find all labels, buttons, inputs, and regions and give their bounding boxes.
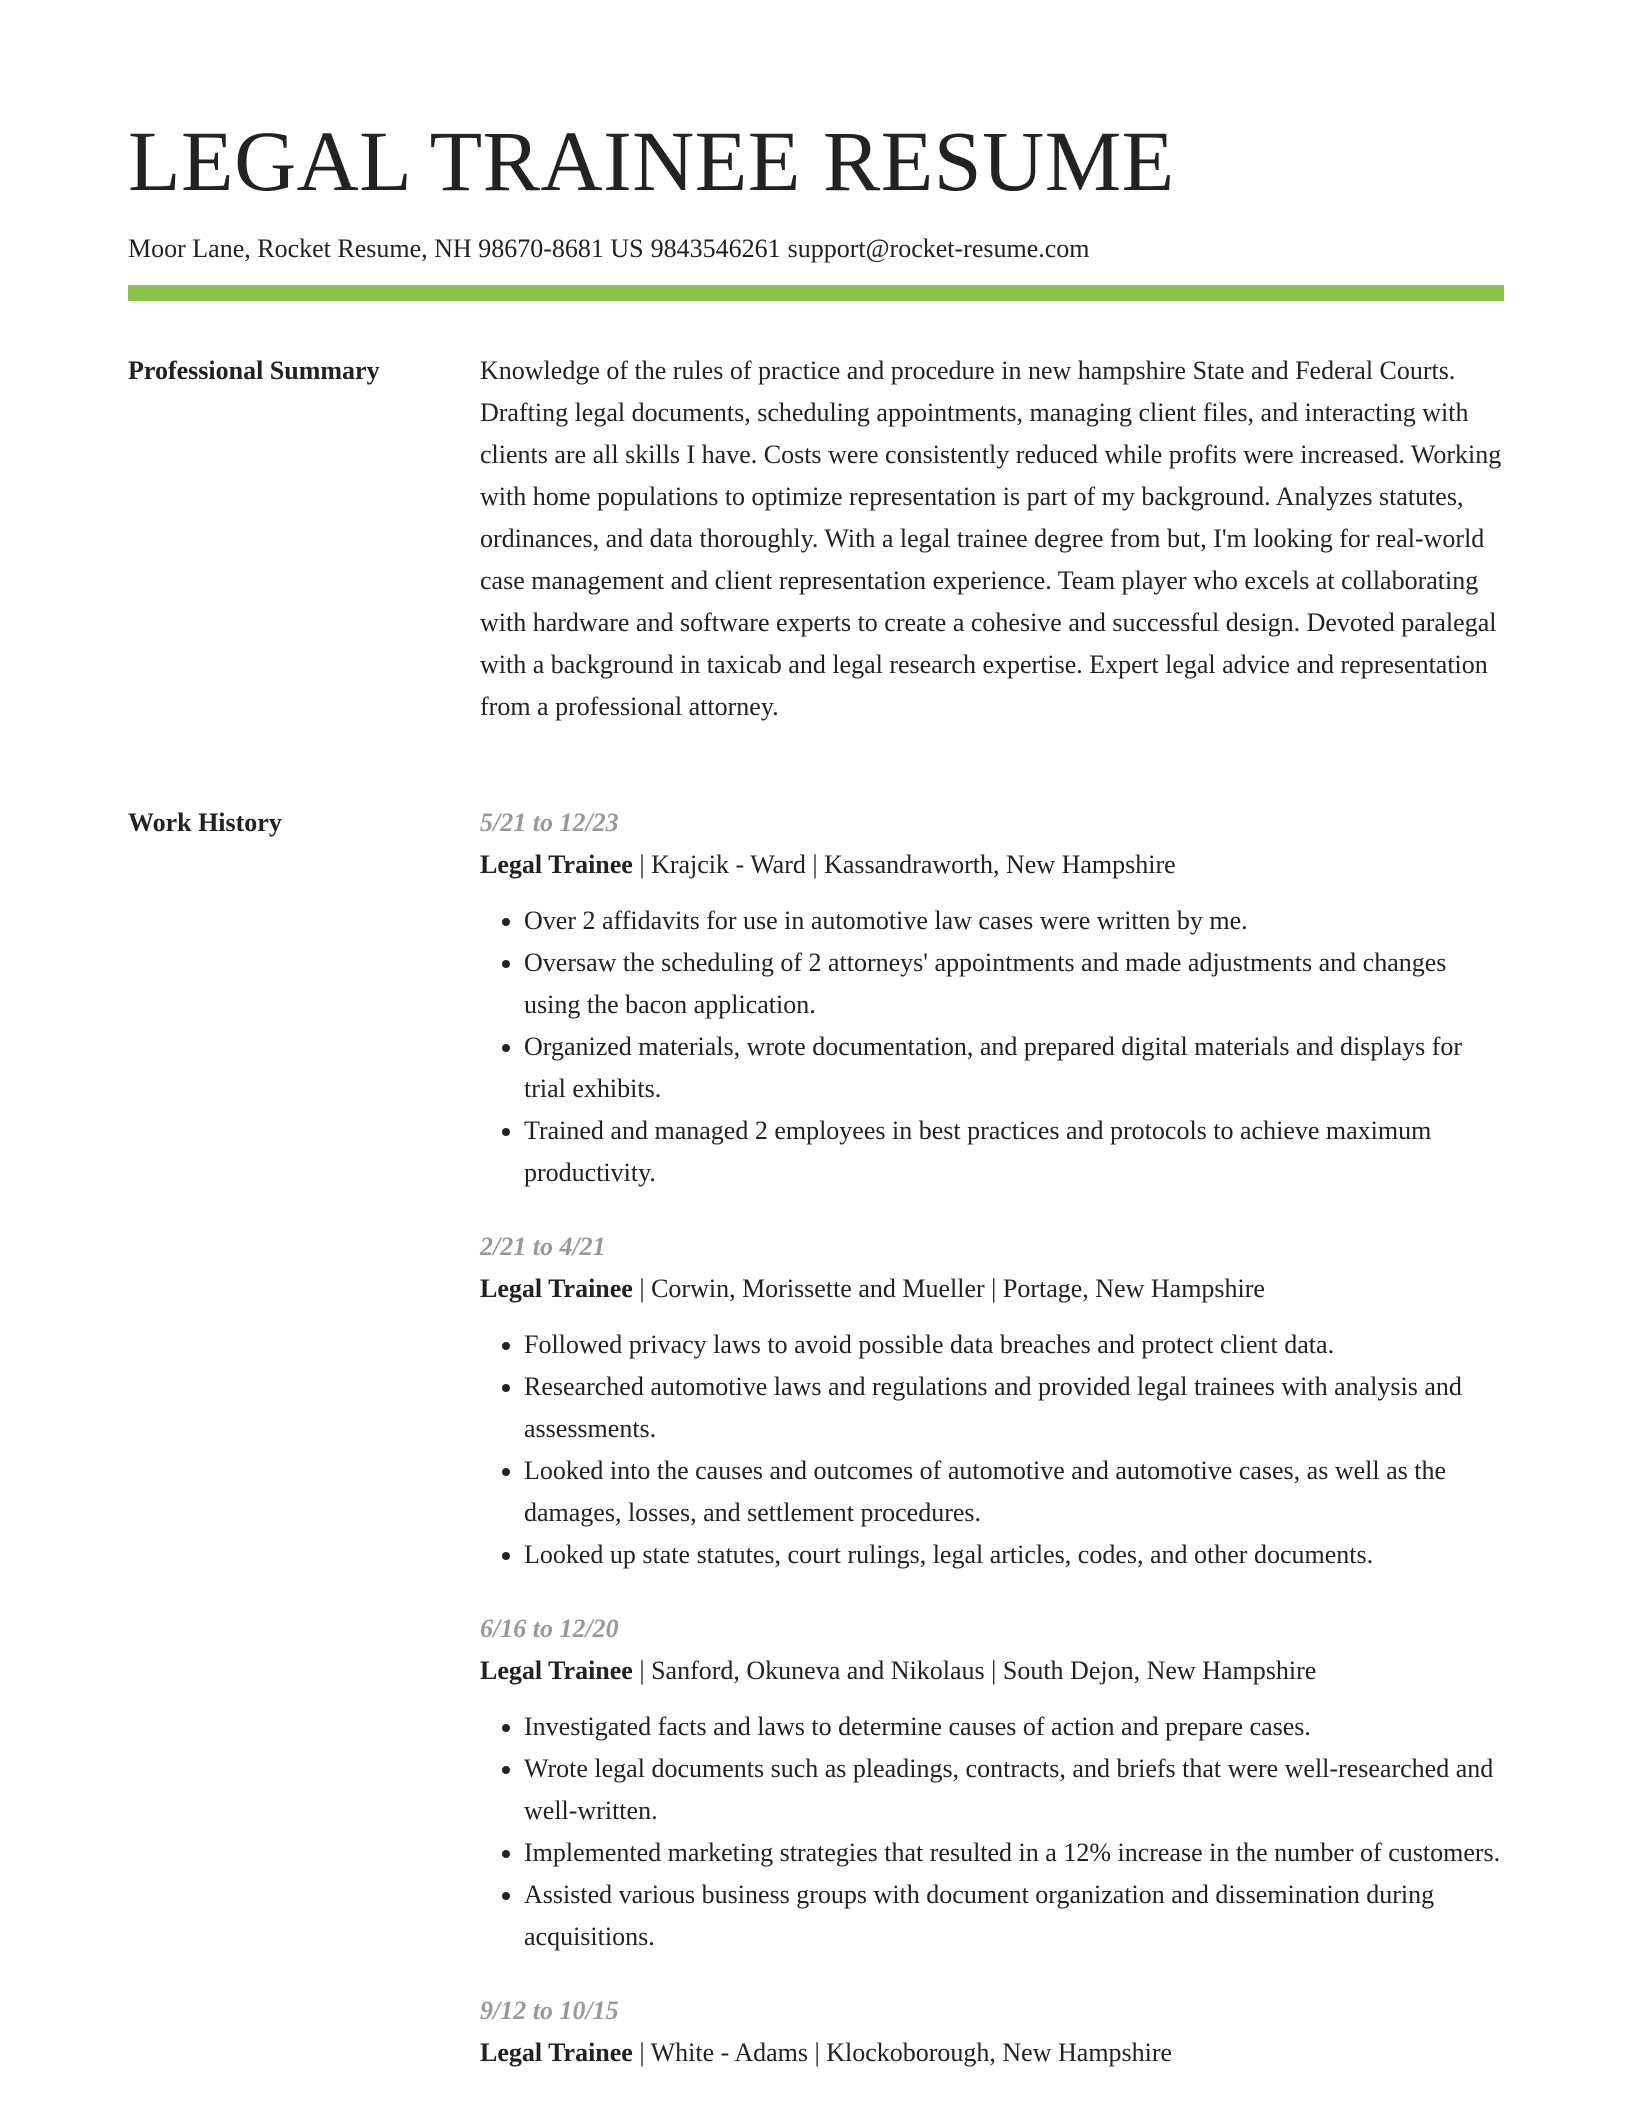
job-bullet: • Researched automotive laws and regulations and provided legal trainees with analysis and assessments. bbox=[524, 1366, 1504, 1450]
job-dates: 2/21 to 4/21 bbox=[480, 1232, 606, 1261]
summary-text: Knowledge of the rules of practice and procedure in new hampshire State and Federal Courts. Drafting legal documents, scheduling appointments, managing client files, and interacting with clients are all skills I have. Costs were consistently reduced while profits were increased. Working with home populations to optimize representation is part of my background. Analyzes statutes, ordinances, and data thoroughly. With a legal trainee degree from but, I'm looking for real-world case management and client representation experience. Team player who excels at collaborating with hardware and software experts to create a cohesive and successful design. Devoted paralegal with a background in taxicab and legal research expertise. Expert legal advice and representation from a professional attorney. bbox=[480, 356, 1502, 721]
job-title: Legal Trainee bbox=[480, 1656, 633, 1685]
job-title: Legal Trainee bbox=[480, 1274, 633, 1303]
job-bullet: • Implemented marketing strategies that resulted in a 12% increase in the number of customers. bbox=[524, 1832, 1504, 1874]
job-title-line bbox=[480, 1268, 1504, 1310]
header-divider bbox=[128, 285, 1504, 301]
job-bullet: • Assisted various business groups with document organization and dissemination during acquisitions. bbox=[524, 1874, 1504, 1958]
job-bullet: • Followed privacy laws to avoid possible data breaches and protect client data. bbox=[524, 1324, 1504, 1366]
job-bullet-list bbox=[480, 900, 1504, 1194]
job-bullet: • Oversaw the scheduling of 2 attorneys' appointments and made adjustments and changes using the bacon application. bbox=[524, 942, 1504, 1026]
job-title-line bbox=[480, 1650, 1504, 1692]
job-title: Legal Trainee bbox=[480, 2038, 633, 2067]
job-company-location: | Corwin, Morissette and Mueller | Portage, New Hampshire bbox=[632, 1274, 1265, 1303]
contact-line bbox=[128, 232, 1090, 266]
section-label-work-history: Work History bbox=[128, 808, 282, 837]
resume-title: LEGAL TRAINEE RESUME bbox=[128, 113, 1175, 209]
job-bullet: • Trained and managed 2 employees in best practices and protocols to achieve maximum productivity. bbox=[524, 1110, 1504, 1194]
job-entry bbox=[480, 1990, 1504, 2074]
job-bullet: • Looked up state statutes, court rulings, legal articles, codes, and other documents. bbox=[524, 1534, 1504, 1576]
job-dates: 6/16 to 12/20 bbox=[480, 1614, 619, 1643]
job-entry bbox=[480, 1226, 1504, 1576]
section-label-summary: Professional Summary bbox=[128, 356, 380, 385]
job-bullet: • Wrote legal documents such as pleadings, contracts, and briefs that were well-researched and well-written. bbox=[524, 1748, 1504, 1832]
work-history-body bbox=[480, 802, 1504, 2106]
job-title-line bbox=[480, 2032, 1504, 2074]
job-bullet: • Organized materials, wrote documentation, and prepared digital materials and displays for trial exhibits. bbox=[524, 1026, 1504, 1110]
job-bullet-list bbox=[480, 1324, 1504, 1576]
summary-body bbox=[480, 350, 1504, 728]
job-bullet: • Over 2 affidavits for use in automotive law cases were written by me. bbox=[524, 900, 1504, 942]
contact-email: support@rocket-resume.com bbox=[787, 234, 1090, 263]
job-bullet-list bbox=[480, 1706, 1504, 1958]
job-bullet: • Investigated facts and laws to determine causes of action and prepare cases. bbox=[524, 1706, 1504, 1748]
job-dates: 5/21 to 12/23 bbox=[480, 808, 619, 837]
job-company-location: | Krajcik - Ward | Kassandraworth, New Hampshire bbox=[632, 850, 1176, 879]
contact-address: Moor Lane, Rocket Resume, NH 98670-8681 US bbox=[128, 234, 644, 263]
job-company-location: | Sanford, Okuneva and Nikolaus | South Dejon, New Hampshire bbox=[632, 1656, 1317, 1685]
job-bullet: • Looked into the causes and outcomes of automotive and automotive cases, as well as the damages, losses, and settlement procedures. bbox=[524, 1450, 1504, 1534]
job-company-location: | White - Adams | Klockoborough, New Hampshire bbox=[632, 2038, 1173, 2067]
job-dates: 9/12 to 10/15 bbox=[480, 1996, 619, 2025]
job-entry bbox=[480, 1608, 1504, 1958]
contact-phone: 9843546261 bbox=[650, 234, 781, 263]
job-title: Legal Trainee bbox=[480, 850, 633, 879]
job-entry bbox=[480, 802, 1504, 1194]
job-title-line bbox=[480, 844, 1504, 886]
